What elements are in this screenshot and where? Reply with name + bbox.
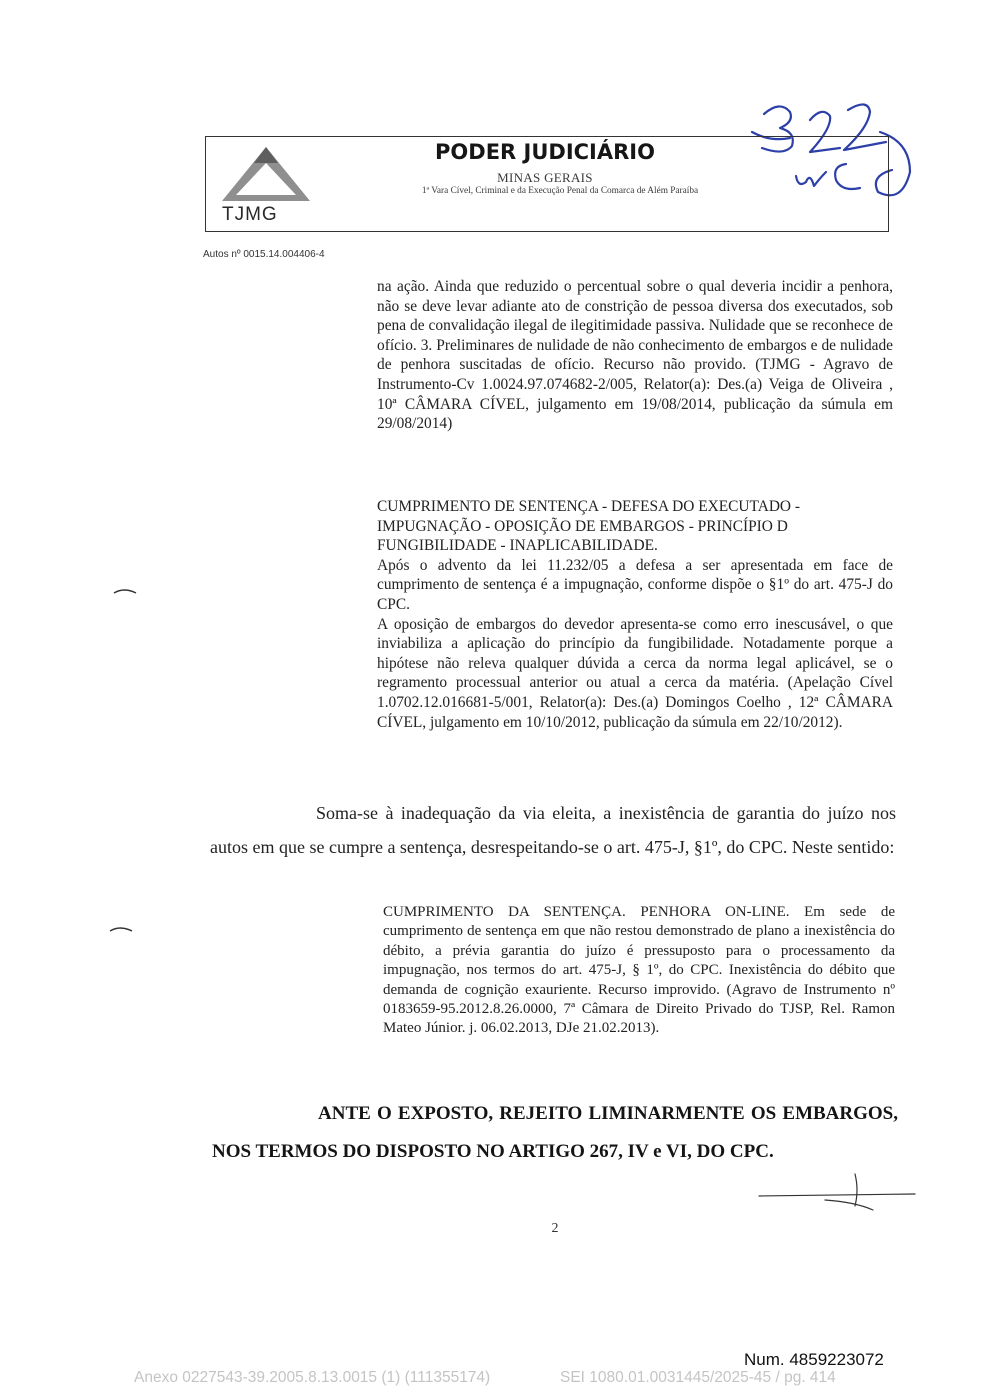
jurisprudence-quote-2 (377, 497, 893, 732)
jurisprudence-quote-3 (383, 903, 895, 1039)
body-paragraph-text: Soma-se à inadequação da via eleita, a inexistência de garantia do juízo nos autos em que se cumpre a sentença, desrespeitando-se o art. 475-J, §1º, do CPC. Neste sentido: (210, 803, 896, 857)
decision-conclusion (212, 1095, 898, 1171)
body-paragraph (210, 796, 896, 864)
quote-2-paragraph-2: A oposição de embargos do devedor apresenta-se como erro inescusável, o que inviabiliza a aplicação do princípio da fungibilidade. Notadamente porque a hipótese não releva qualquer dúvida a cerca da norma legal aplicável, se o regramento processual anterior ou atual a cerca da matéria. (Apelação Cível 1.0702.12.016681-5/001, Relator(a): Des.(a) Domingos Coelho , 12ª CÂMARA CÍVEL, julgamento em 10/10/2012, publicação da súmula em 22/10/2012). (377, 615, 893, 731)
page-number: 2 (551, 1221, 559, 1236)
court-unit: 1ª Vara Cível, Criminal e da Execução Penal da Comarca de Além Paraíba (421, 186, 699, 196)
margin-mark (108, 923, 134, 935)
margin-mark (112, 585, 138, 597)
jurisprudence-quote-1 (377, 277, 893, 434)
case-number: Autos nº 0015.14.004406-4 (203, 249, 325, 260)
court-state: MINAS GERAIS (497, 170, 593, 185)
quote-2-heading: CUMPRIMENTO DE SENTENÇA - DEFESA DO EXECUTADO - IMPUGNAÇÃO - OPOSIÇÃO DE EMBARGOS - PRINCÍPIO D FUNGIBILIDADE - INAPLICABILIDADE. (377, 498, 801, 555)
quote-1-text: na ação. Ainda que reduzido o percentual sobre o qual deveria incidir a penhora, não se deve levar adiante ato de constrição de pessoa diversa dos executados, sob pena de convalidação ilegal de ilegitimidade passiva. Nulidade que se reconhece de ofício. 3. Preliminares de nulidade de não conhecimento de embargos e de nulidade de penhora suscitadas de ofício. Recurso não provido. (TJMG - Agravo de Instrumento-Cv 1.0024.97.074682-2/005, Relator(a): Des.(a) Veiga de Oliveira , 10ª CÂMARA CÍVEL, julgamento em 19/08/2014, publicação da súmula em 29/08/2014) (377, 278, 893, 433)
document-stamp-number: Num. 4859223072 (744, 1350, 884, 1369)
quote-2-paragraph-1: Após o advento da lei 11.232/05 a defesa a ser apresentada em face de cumprimento de sentença é a impugnação, conforme dispõe o §1º do art. 475-J do CPC. (377, 556, 893, 613)
logo-text: TJMG (222, 204, 278, 225)
footer-sei-reference: SEI 1080.01.0031445/2025-45 / pg. 414 (560, 1369, 836, 1386)
conclusion-text: ANTE O EXPOSTO, REJEITO LIMINARMENTE OS EMBARGOS, NOS TERMOS DO DISPOSTO NO ARTIGO 267, IV e VI, DO CPC. (212, 1103, 898, 1162)
quote-3-text: CUMPRIMENTO DA SENTENÇA. PENHORA ON-LINE. Em sede de cumprimento de sentença em que não restou demonstrado de plano a inexistência do débito, a prévia garantia do juízo é pressuposto para o processamento da impugnação, nos termos do art. 475-J, § 1º, do CPC. Inexistência do débito que demanda de cognição exauriente. Recurso improvido. (Agravo de Instrumento nº 0183659-95.2012.8.26.0000, 7ª Câmara de Direito Privado do TJSP, Rel. Ramon Mateo Júnior. j. 06.02.2013, DJe 21.02.2013). (383, 904, 895, 1037)
signature-mark (755, 1170, 925, 1220)
court-title: PODER JUDICIÁRIO (435, 140, 655, 164)
footer-annex: Anexo 0227543-39.2005.8.13.0015 (1) (111355174) (134, 1369, 491, 1386)
